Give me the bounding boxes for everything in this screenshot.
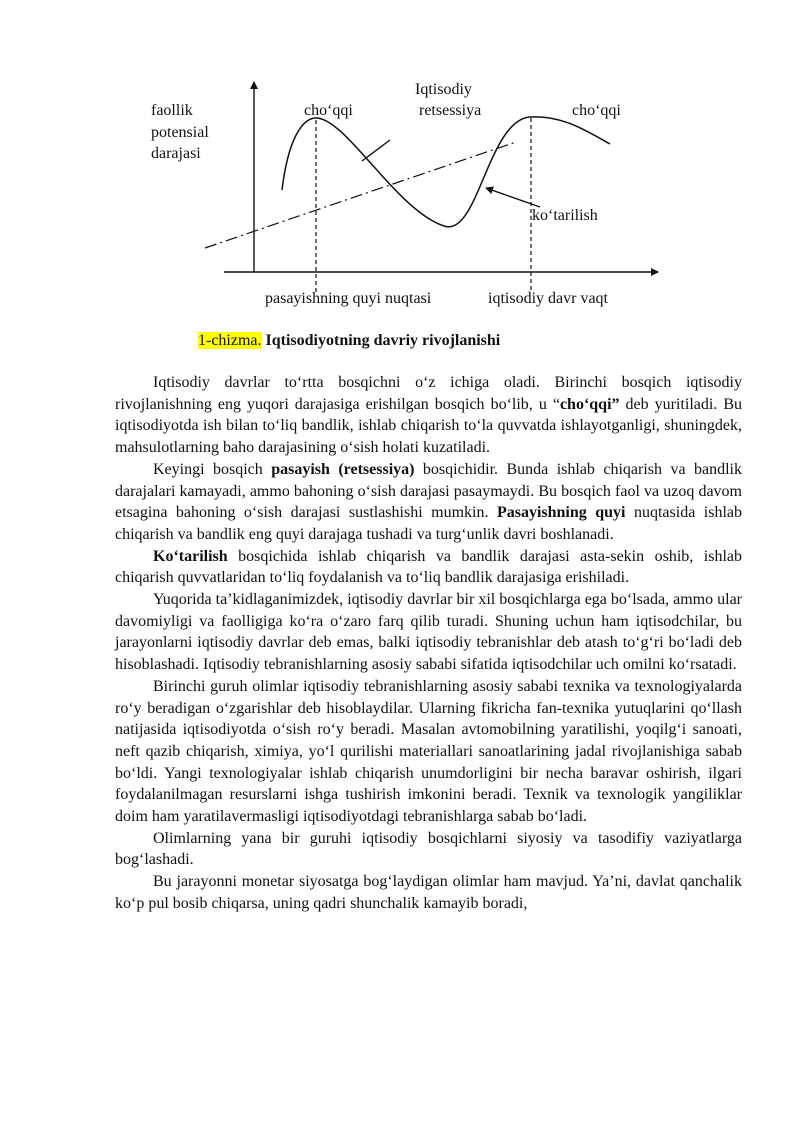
term-recession: pasayish (retsessiya) — [271, 460, 415, 478]
recession-pointer — [362, 140, 390, 161]
figure-title: Iqtisodiyotning davriy rivojlanishi — [265, 332, 501, 349]
text-run: deb yuritiladi. Bu iqtisodiyotda ish bilan to‘liq bandlik, ishlab chiqarish to‘la quvvatda ishlayotganligi, shuningdek, mahsulotlarning baho darajasining o‘sish holati kuzatiladi. — [115, 395, 742, 457]
rise-pointer — [486, 188, 540, 207]
label-top: Iqtisodiy — [415, 81, 472, 98]
label-rise: ko‘tarilish — [532, 207, 598, 224]
paragraph: Olimlarning yana bir guruhi iqtisodiy bosqichlarni siyosiy va tasodifiy vaziyatlarga bog‘lashadi. — [115, 829, 742, 869]
paragraph — [115, 546, 742, 589]
text-run: Iqtisodiy davrlar to‘rtta bosqichni o‘z ichiga oladi. Birinchi bosqich iqtisodiy rivojlanishning eng yuqori darajasiga erishilgan bosqich bo‘lib, u “ — [115, 374, 742, 413]
label-trough: pasayishning quyi nuqtasi — [265, 290, 432, 307]
term-peak: cho‘qqi” — [559, 395, 620, 413]
figure-number: 1-chizma. — [198, 332, 262, 349]
figure-caption — [198, 330, 500, 352]
text-run: nuqtasida ishlab chiqarish va bandlik eng quyi darajaga tushadi va turg‘unlik davri boshlanadi. — [115, 504, 742, 543]
label-left-3: darajasi — [151, 145, 201, 162]
text-run: bosqichida ishlab chiqarish va bandlik darajasi asta-sekin oshib, ishlab chiqarish quvvatlaridan to‘liq foydalanish va to‘liq bandlik darajasiga erishiladi. — [115, 547, 742, 587]
text-run: Keyingi bosqich — [153, 460, 272, 478]
label-peak1: cho‘qqi — [304, 102, 353, 119]
label-left-1: faollik — [151, 102, 193, 119]
paragraph: Yuqorida ta’kidlaganimizdek, iqtisodiy davrlar bir xil bosqichlarga ega bo‘lsada, ammo ular davomiyligi va faolligiga ko‘ra o‘zaro farq qilib turadi. Shuning uchun ham iqtisodchilar, bu jarayonlarni iqtisodiy davrlar deb emas, balki iqtisodiy tebranishlar deb atash to‘g‘ri bo‘ladi deb hisoblashadi. Iqtisodiy tebranishlarning asosiy sababi sifatida iqtisodchilar uch omilni ko‘rsatadi. — [115, 591, 742, 674]
term-rise: Ko‘tarilish — [153, 547, 228, 565]
label-peak2: cho‘qqi — [572, 102, 621, 119]
term-trough: Pasayishning quyi — [496, 504, 626, 522]
label-left-2: potensial — [151, 124, 209, 141]
business-cycle-diagram — [0, 0, 800, 320]
potential-trend-line — [205, 142, 516, 248]
paragraph: Birinchi guruh olimlar iqtisodiy tebranishlarning asosiy sababi texnika va texnologiyalarda ro‘y beradigan o‘zgarishlar deb hisoblaydilar. Ularning fikricha fan-texnika yutuqlarini qo‘llash natijasida iqtisodiyotda o‘sish ro‘y beradi. Masalan avtomobilning yaratilishi, yoqilg‘i sanoati, neft qazib chiqarish, ximiya, yo‘l qurilishi materiallari sanoatlarining jadal rivojlanishiga sabab bo‘ldi. Yangi texnologiyalar ishlab chiqarish unumdorligini bir necha baravar oshirish, ilgari foydalanilmagan resurslarni ishga tushirish imkonini beradi. Texnik va texnologik yangiliklar doim ham yaratilavermasligi iqtisodiyotdagi tebranishlarga sabab bo‘ladi. — [115, 677, 742, 826]
paragraph: Bu jarayonni monetar siyosatga bog‘laydigan olimlar ham mavjud. Ya’ni, davlat qanchalik ko‘p pul bosib chiqarsa, uning qadri shunchalik kamayib boradi, — [115, 873, 742, 912]
label-cycle: iqtisodiy davr vaqt — [488, 290, 608, 307]
label-recession: retsessiya — [419, 102, 482, 119]
paragraph — [115, 372, 742, 459]
body-text — [115, 372, 742, 915]
paragraph — [115, 459, 742, 546]
text-run: bosqichidir. Bunda ishlab chiqarish va bandlik darajalari kamayadi, ammo bahoning o‘sish darajasi pasaymaydi. Bu bosqich faol va uzoq davom etsagina bahoning o‘sish darajasi sustlashishi mumkin. — [115, 460, 742, 522]
